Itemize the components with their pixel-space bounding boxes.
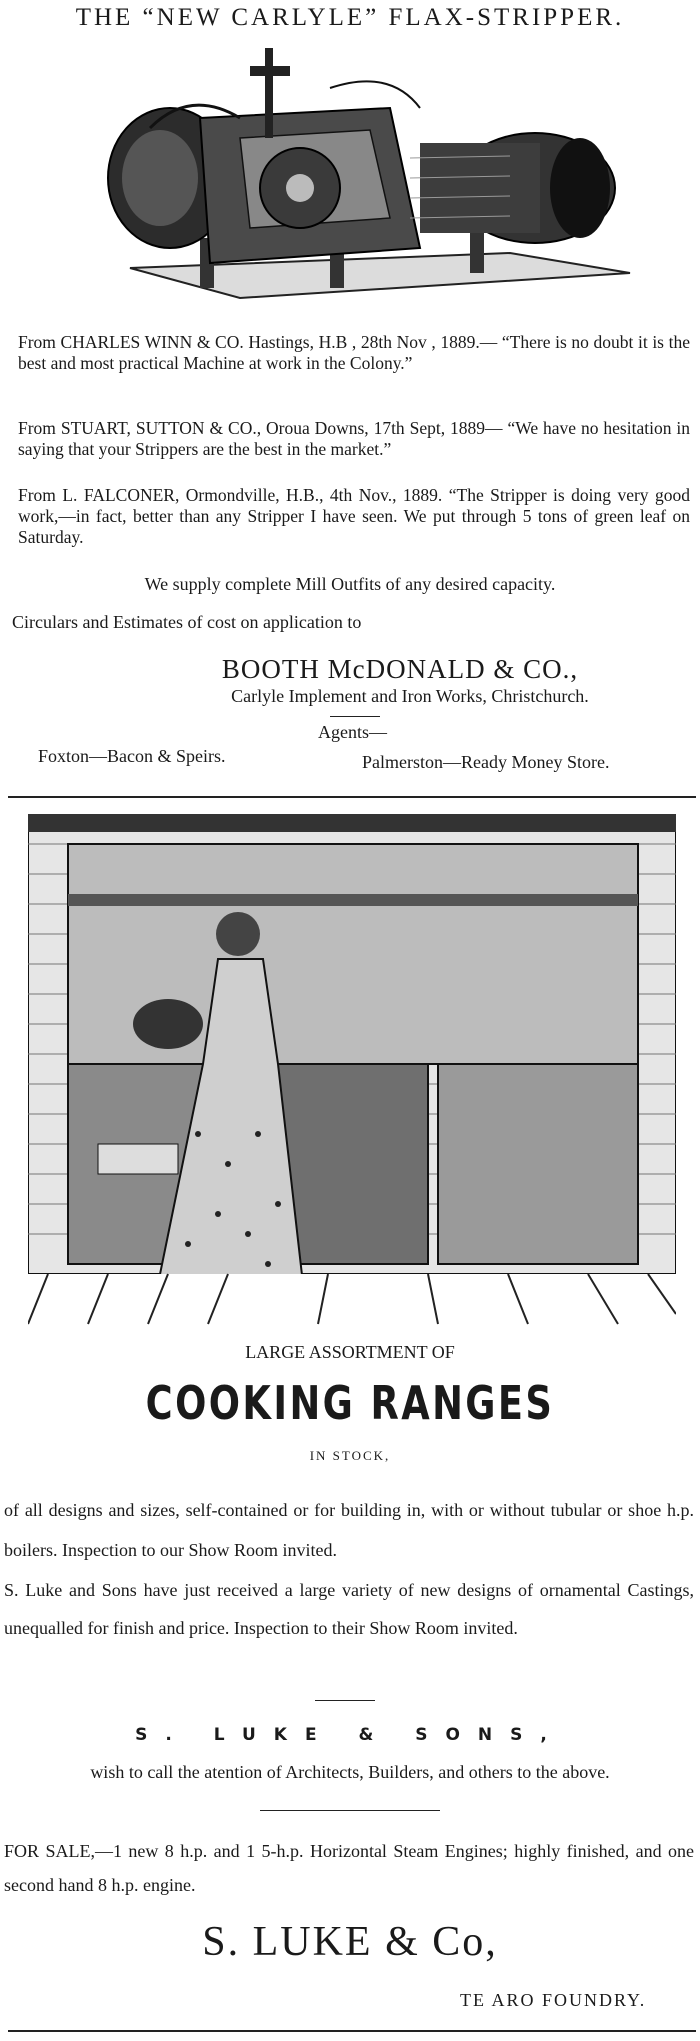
in-stock-label: IN STOCK, [309, 1448, 391, 1463]
agent-palmerston: Palmerston—Ready Money Store. [362, 752, 610, 772]
booth-mcdonald-firm: BOOTH McDONALD & CO., [221, 654, 579, 684]
agent-foxton: Foxton—Bacon & Speirs. [38, 746, 226, 766]
assortment-heading: LARGE ASSORTMENT OF [245, 1342, 455, 1362]
circulars-line: Circulars and Estimates of cost on application to [12, 612, 362, 632]
carlyle-works: Carlyle Implement and Iron Works, Christchurch. [231, 686, 589, 706]
firm-divider [315, 1700, 375, 1701]
testimonial-stuart-sutton: From STUART, SUTTON & CO., Oroua Downs, 17th Sept, 1889— “We have no hesitation in saying that your Strippers are the best in the market.” [18, 418, 690, 459]
column-rule [8, 796, 696, 798]
sale-divider [260, 1810, 440, 1811]
flax-stripper-engraving [90, 48, 640, 308]
agents-divider [330, 716, 380, 717]
te-aro-foundry: TE ARO FOUNDRY. [460, 1990, 647, 2010]
luke-and-sons-firm: S. LUKE & SONS, [135, 1725, 565, 1745]
flax-stripper-title: THE “NEW CARLYLE” FLAX-STRIPPER. [75, 4, 625, 31]
mill-outfits-line: We supply complete Mill Outfits of any desired capacity. [144, 574, 556, 594]
testimonial-winn: From CHARLES WINN & CO. Hastings, H.B , 28th Nov , 1889.— “There is no doubt it is the best and most practical Machine at work in the Colony.” [18, 332, 690, 373]
s-luke-co-signature: S. LUKE & Co, [202, 1919, 498, 1965]
cooking-range-engraving [28, 814, 676, 1334]
agents-heading: Agents— [318, 722, 387, 742]
testimonial-falconer: From L. FALCONER, Ormondville, H.B., 4th Nov., 1889. “The Stripper is doing very good work,—in fact, better than any Stripper I have seen. We put through 5 tons of green leaf on Saturday. [18, 485, 690, 547]
bottom-rule [8, 2030, 696, 2032]
cooking-ranges-headline: COOKING RANGES [145, 1376, 555, 1430]
castings-paragraph: S. Luke and Sons have just received a large variety of new designs of ornamental Castings, unequalled for finish and price. Inspection to their Show Room invited. [4, 1580, 694, 1638]
designs-paragraph: of all designs and sizes, self-contained or for building in, with or without tubular or shoe h.p. boilers. Inspection to our Show Room invited. [4, 1500, 694, 1560]
for-sale-paragraph: FOR SALE,—1 new 8 h.p. and 1 5-h.p. Horizontal Steam Engines; highly finished, and one second hand 8 h.p. engine. [4, 1841, 694, 1895]
attention-line: wish to call the atention of Architects, Builders, and others to the above. [90, 1762, 610, 1782]
